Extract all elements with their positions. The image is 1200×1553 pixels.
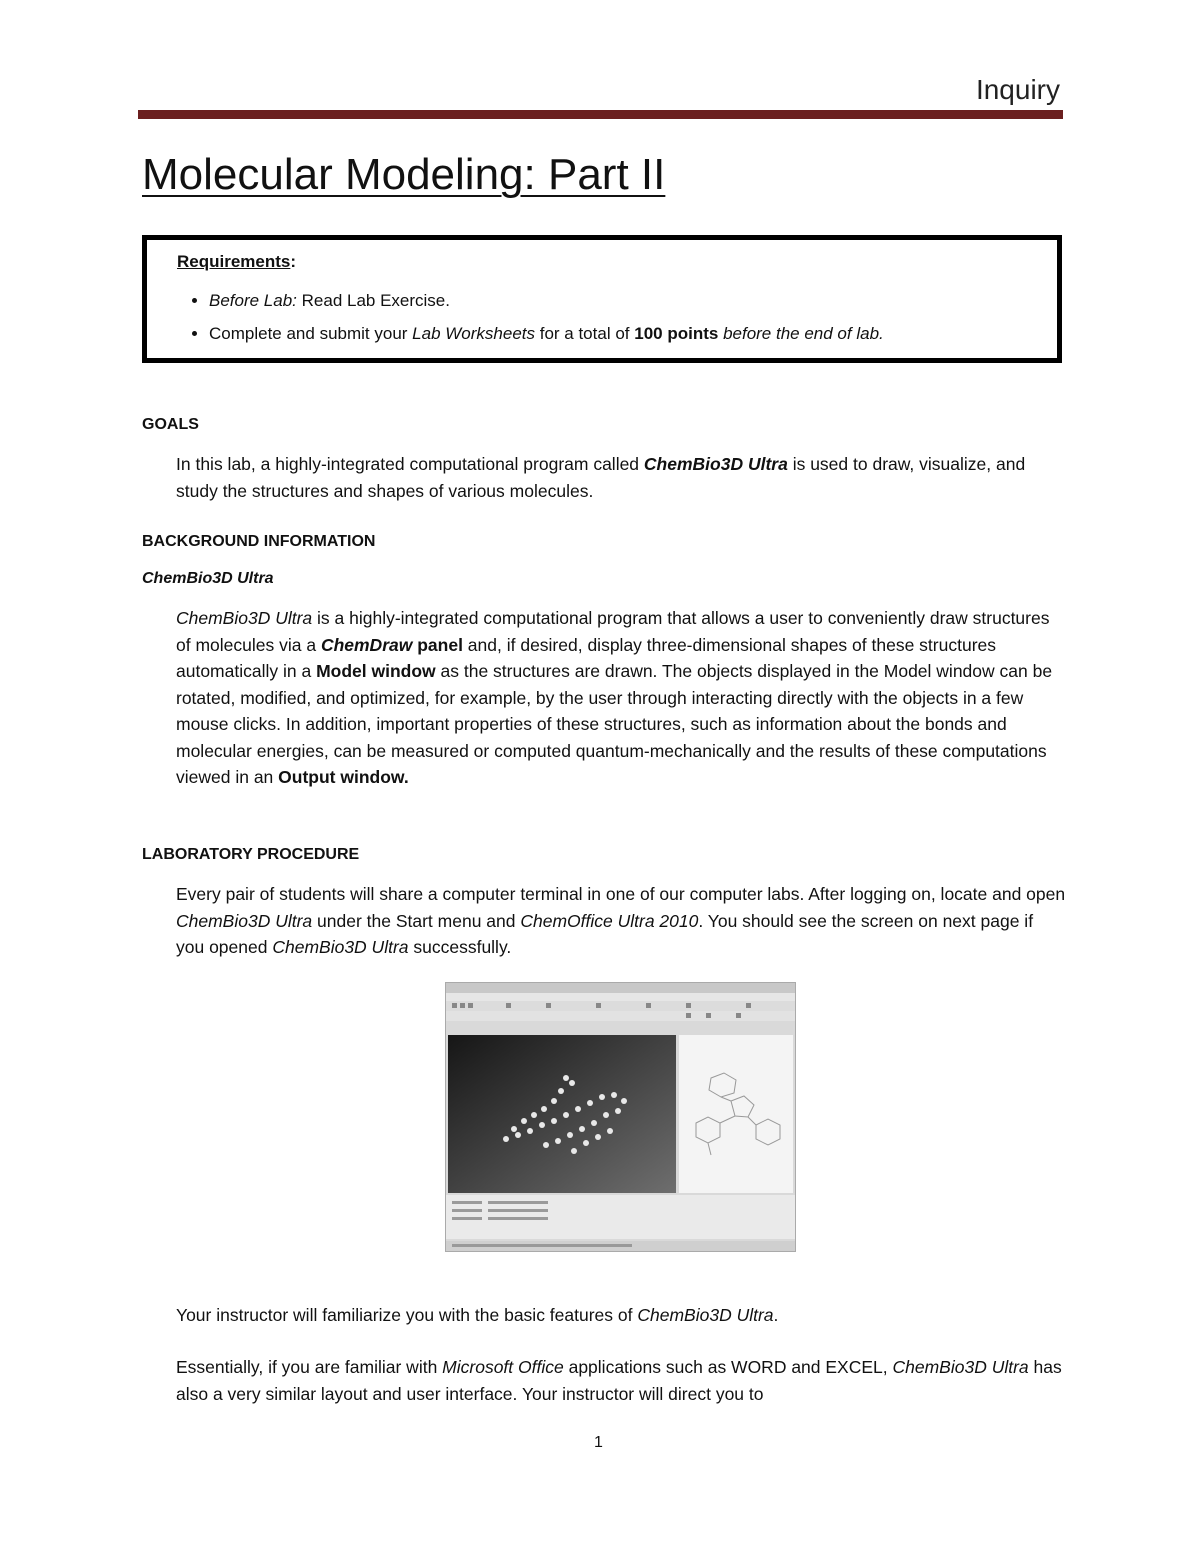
instructor-paragraph — [176, 1302, 1066, 1329]
output-window-term: Output window. — [278, 767, 409, 787]
background-text: and, if desired, display three-dimensional shapes of these structures automatically in a — [176, 634, 997, 681]
requirements-box — [142, 235, 1062, 363]
requirement-item — [209, 284, 884, 317]
requirements-list — [187, 284, 884, 350]
page-number: 1 — [594, 1434, 603, 1451]
background-text: as the structures are drawn. The objects displayed in the Model window can be rotated, modified, and optimized, for example, by the user through interacting directly with the objects in a few mouse clicks. In addition, important properties of these structures, such as information about the bonds and molecular energies, can be measured or computed quantum-mechanically and the results of these computations viewed in an — [176, 661, 1053, 787]
procedure-text: successfully. — [408, 937, 512, 957]
page-title: Molecular Modeling: Part II — [142, 150, 666, 199]
procedure-text: Every pair of students will share a computer terminal in one of our computer labs. After logging on, locate and open — [176, 884, 1066, 904]
chemdraw-term: ChemDraw — [320, 634, 413, 655]
program-name: ChemBio3D Ultra — [892, 1357, 1029, 1377]
background-paragraph — [176, 605, 1066, 791]
requirements-title-text: Requirements — [177, 252, 291, 271]
requirements-colon: : — [290, 252, 297, 271]
header-label: Inquiry — [975, 74, 1060, 105]
office-name: Microsoft Office — [442, 1357, 564, 1377]
background-subheading: ChemBio3D Ultra — [142, 570, 274, 587]
chembio3d-screenshot — [445, 982, 796, 1252]
header-rule — [138, 110, 1063, 119]
procedure-heading: LABORATORY PROCEDURE — [142, 846, 360, 863]
req2-text: Complete and submit your — [209, 324, 413, 343]
goals-program-name: ChemBio3D Ultra — [643, 454, 788, 474]
instructor-text: . — [773, 1305, 779, 1325]
requirements-title — [177, 252, 296, 272]
goals-heading: GOALS — [142, 416, 199, 433]
goals-text: In this lab, a highly-integrated computational program called — [176, 454, 644, 474]
requirement-before-lab-text: Read Lab Exercise. — [296, 291, 450, 310]
procedure-text: under the Start menu and — [312, 910, 521, 931]
background-heading: BACKGROUND INFORMATION — [142, 533, 376, 550]
essentially-text: Essentially, if you are familiar with — [176, 1357, 443, 1377]
req2-text: for a total of — [535, 324, 635, 343]
goals-text: is used to draw, visualize, and study the structures and shapes of various molecules. — [176, 454, 1026, 501]
requirement-before-lab-label: Before Lab: — [209, 291, 297, 310]
panel-term: panel — [412, 634, 463, 655]
program-name: ChemBio3D Ultra — [637, 1305, 774, 1325]
goals-paragraph — [176, 451, 1066, 504]
procedure-text: . You should see the screen on next page if you opened — [176, 910, 1034, 957]
background-text: is a highly-integrated computational program that allows a user to conveniently draw structures of molecules via a — [176, 608, 1050, 655]
procedure-paragraph — [176, 881, 1066, 961]
suite-name: ChemOffice Ultra 2010 — [520, 910, 699, 931]
req2-points: 100 points — [634, 324, 719, 343]
requirement-item — [209, 317, 884, 350]
req2-worksheets: Lab Worksheets — [412, 324, 535, 343]
screenshot-illustration — [446, 983, 795, 1251]
req2-deadline: before the end of lab. — [723, 324, 884, 343]
program-name: ChemBio3D Ultra — [176, 910, 313, 931]
essentially-text: has also a very similar layout and user interface. Your instructor will direct you to — [176, 1357, 1062, 1404]
program-name: ChemBio3D Ultra — [176, 608, 313, 628]
program-name: ChemBio3D Ultra — [272, 937, 409, 957]
model-window-term: Model window — [316, 661, 436, 681]
essentially-text: applications such as WORD and EXCEL, — [563, 1357, 893, 1377]
essentially-paragraph — [176, 1354, 1066, 1407]
instructor-text: Your instructor will familiarize you with the basic features of — [176, 1305, 638, 1325]
